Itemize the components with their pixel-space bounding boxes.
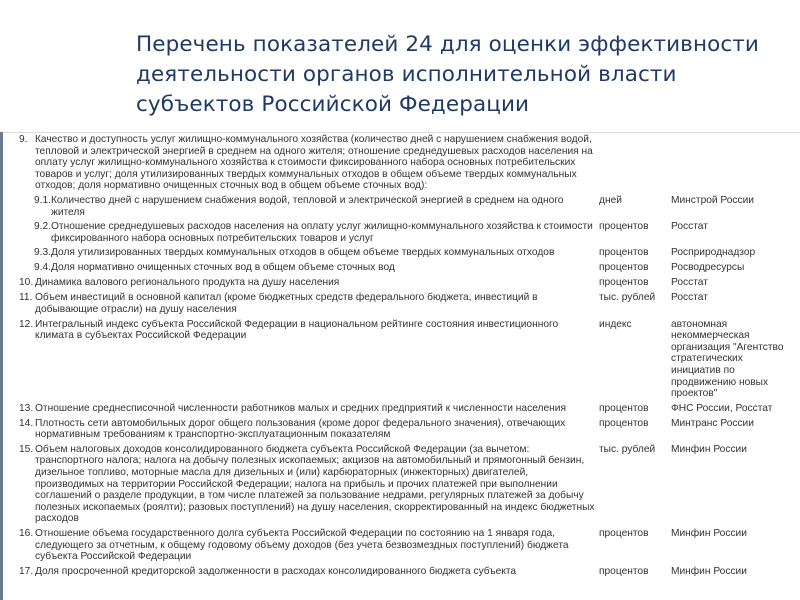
- indicator-number: 9.1.: [34, 195, 51, 206]
- indicator-row: [13, 221, 800, 244]
- indicator-number: 17.: [19, 565, 34, 577]
- indicator-rows: [13, 134, 800, 581]
- indicator-source: Минфин России: [671, 527, 747, 539]
- indicator-unit: тыс. рублей: [599, 443, 656, 455]
- indicator-text: Интегральный индекс субъекта Российской Федерации в национальном рейтинге состояния инвестиционного климата в субъектах Российской Федерации: [35, 318, 559, 342]
- indicator-source: Росстат: [671, 221, 708, 233]
- indicator-unit: индекс: [599, 318, 632, 330]
- indicator-row: [13, 247, 800, 259]
- indicator-number: 15.: [19, 443, 34, 455]
- indicator-unit: процентов: [599, 277, 649, 289]
- indicator-list-excerpt: [0, 132, 800, 600]
- indicator-text: Плотность сети автомобильных дорог общего пользования (кроме дорог федерального значения), отвечающих нормативным требованиям к транспортно-эксплуатационным показателям: [35, 417, 566, 441]
- indicator-number: 9.3.: [34, 247, 51, 259]
- indicator-text: Количество дней с нарушением снабжения водой, тепловой и электрической энергией в среднем на одного жителя: [51, 195, 564, 218]
- indicator-source: Росприроднадзор: [671, 247, 756, 259]
- indicator-unit: процентов: [599, 527, 649, 539]
- indicator-row: [13, 528, 800, 563]
- indicator-unit: тыс. рублей: [599, 292, 656, 304]
- indicator-source: Росстат: [671, 277, 708, 289]
- indicator-text: Объем инвестиций в основной капитал (кроме бюджетных средств федерального бюджета, инвестиций в добывающие отрасли) на душу населения: [35, 292, 538, 315]
- indicator-source: автономная некоммерческая организация "Агентство стратегических инициатив по продвижению новых проектов": [671, 318, 784, 400]
- slide-title: Перечень показателей 24 для оценки эффективности деятельности органов исполнительной власти субъектов Российской Федерации: [136, 32, 759, 117]
- indicator-source: Росводресурсы: [671, 262, 745, 274]
- indicator-unit: процентов: [599, 417, 649, 429]
- indicator-row: [13, 292, 800, 315]
- indicator-source: Минстрой России: [671, 195, 754, 206]
- indicator-number: 9.4.: [34, 262, 51, 274]
- indicator-unit: процентов: [599, 221, 649, 233]
- indicator-row: [13, 319, 800, 400]
- indicator-unit: дней: [599, 195, 622, 206]
- indicator-unit: процентов: [599, 247, 649, 259]
- indicator-row: [13, 195, 800, 218]
- indicator-number: 10.: [19, 277, 34, 289]
- indicator-text: Динамика валового регионального продукта на душу населения: [35, 277, 340, 289]
- indicator-source: Росстат: [671, 292, 708, 304]
- indicator-number: 9.2.: [34, 221, 51, 233]
- indicator-text: Отношение объема государственного долга субъекта Российской Федерации по состоянию на 1 января года, следующего за отчетным, к общему годовому объему доходов (без учета безвозмездных поступлений) бюджета субъекта Российской Федерации: [35, 527, 569, 563]
- indicator-row: [13, 277, 800, 289]
- indicator-number: 13.: [19, 402, 34, 414]
- indicator-source: Минтранс России: [671, 417, 754, 429]
- indicator-source: Минфин России: [671, 443, 747, 455]
- indicator-text: Доля нормативно очищенных сточных вод в общем объеме сточных вод: [51, 262, 395, 274]
- indicator-number: 16.: [19, 527, 34, 539]
- indicator-row: [13, 262, 800, 274]
- indicator-source: Минфин России: [671, 565, 747, 577]
- indicator-number: 11.: [19, 292, 33, 304]
- indicator-row: [13, 403, 800, 415]
- indicator-number: 14.: [19, 417, 34, 429]
- indicator-text: Отношение среднедушевых расходов населения на оплату услуг жилищно-коммунального хозяйства к стоимости фиксированного набора основных потребительских товаров и услуг: [51, 221, 593, 244]
- indicator-number: 9.: [19, 134, 28, 145]
- indicator-row: [13, 444, 800, 525]
- indicator-row: [13, 418, 800, 441]
- indicator-unit: процентов: [599, 402, 649, 414]
- indicator-source: ФНС России, Росстат: [671, 402, 773, 414]
- indicator-row: [13, 134, 800, 192]
- indicator-text: Качество и доступность услуг жилищно-коммунального хозяйства (количество дней с нарушением снабжения водой, тепловой и электрической энергией в среднем на одного жителя; отношение среднедушевых расходов населения на оплату услуг жилищно-коммунального хозяйства к стоимости фиксированного набора основных потребительских товаров и услуг; доля утилизированных твердых коммунальных отходов в общем объеме твердых коммунальных отходов; доля нормативно очищенных сточных вод в общем объеме сточных вод):: [35, 134, 593, 192]
- indicator-unit: процентов: [599, 262, 649, 274]
- indicator-text: Доля утилизированных твердых коммунальных отходов в общем объеме твердых коммунальных отходов: [51, 247, 555, 259]
- indicator-text: Доля просроченной кредиторской задолженности в расходах консолидированного бюджета субъекта: [35, 565, 517, 577]
- indicator-number: 12.: [19, 318, 34, 330]
- indicator-row: [13, 566, 800, 578]
- indicator-unit: процентов: [599, 565, 649, 577]
- indicator-text: Отношение среднесписочной численности работников малых и средних предприятий к численности населения: [35, 402, 566, 414]
- indicator-text: Объем налоговых доходов консолидированного бюджета субъекта Российской Федерации (за вычетом: транспортного налога; налога на добычу полезных ископаемых; акцизов на автомобильный и прямогонный бензин, дизельное топливо, моторные масла для дизельных и (или) карбюраторных (инжекторных) двигателей, производимых на территории Российской Федерации; налога на прибыль и прочих платежей при выполнении соглашений о разделе продукции, в том числе платежей за пользование недрами, регулярных платежей за добычу полезных ископаемых (роялти); разовых поступлений) на душу населения, скорректированный на индекс бюджетных расходов: [35, 443, 595, 525]
